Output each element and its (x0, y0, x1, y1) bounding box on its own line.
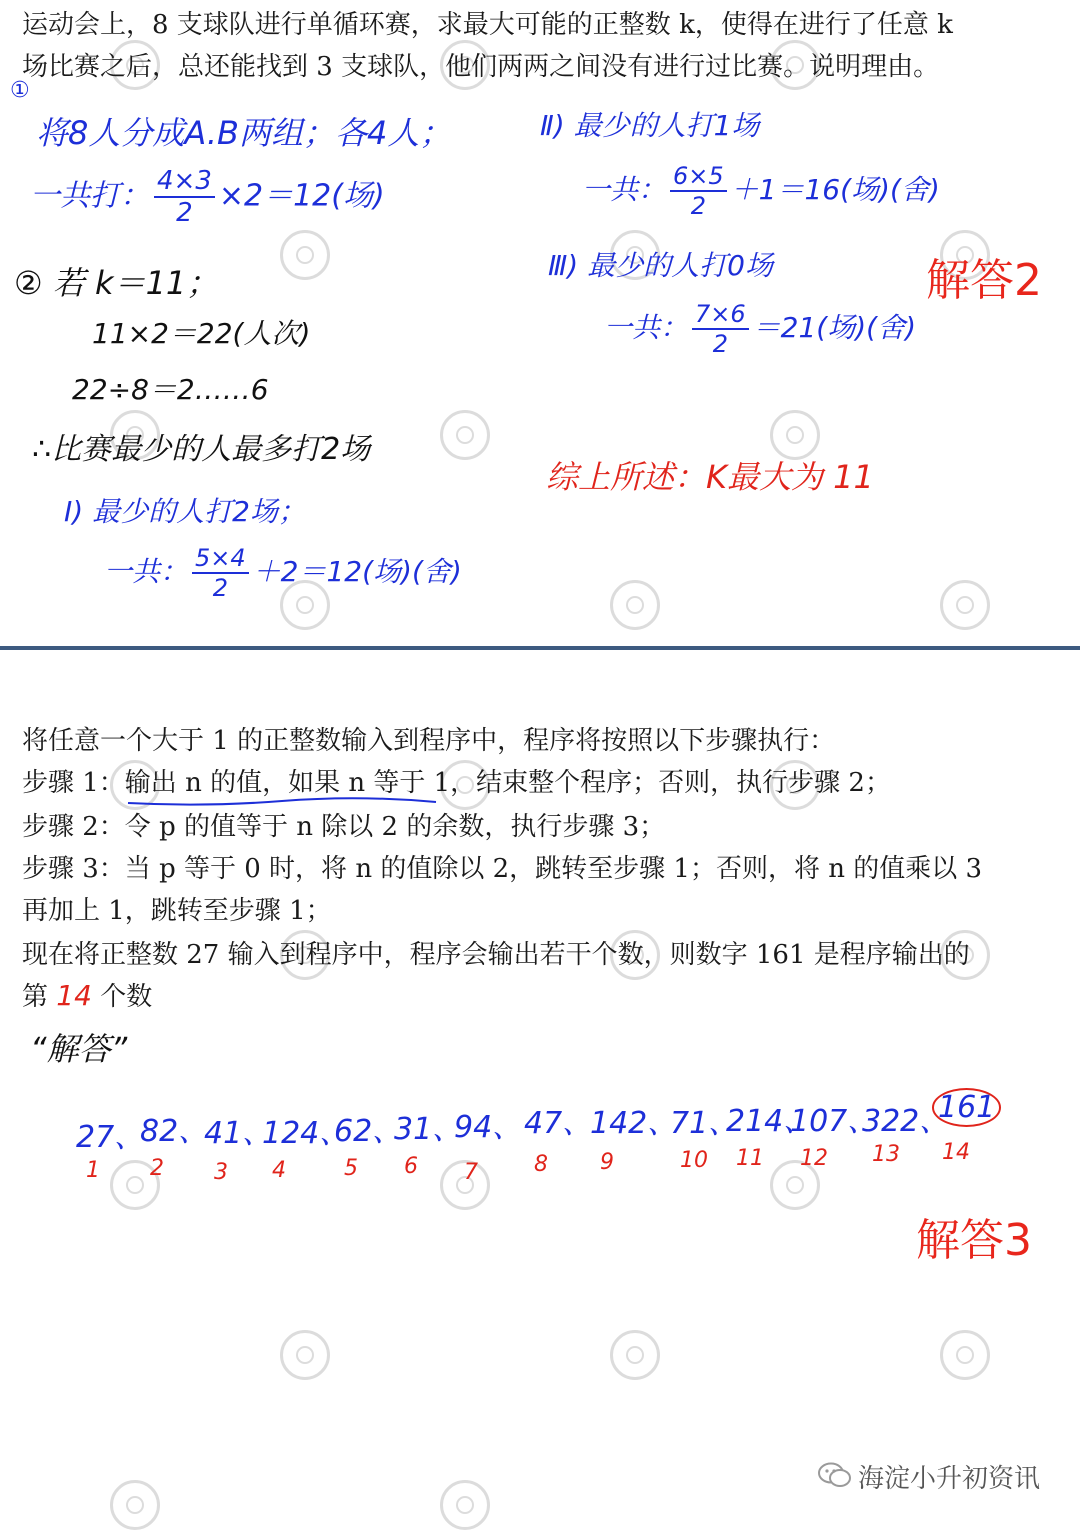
watermark-circle (440, 410, 490, 460)
sequence-number: 94、 (454, 1110, 523, 1145)
sequence-number: 71、 (670, 1106, 739, 1141)
case1-prefix: 一共： (104, 555, 189, 588)
case1-title: Ⅰ) 最少的人打2场； (64, 495, 306, 528)
sequence-number: 107、 (790, 1104, 878, 1139)
sequence-number: 27、 (76, 1120, 145, 1155)
solution3-label: 解答3 (916, 1215, 1032, 1266)
solution3-heading: “解答” (30, 1030, 128, 1068)
case3-fraction (692, 302, 749, 356)
total-suffix: ×2＝12(场) (218, 178, 385, 214)
sequence-index: 11 (736, 1146, 764, 1171)
case3-den: 2 (712, 330, 728, 358)
wechat-icon (818, 1462, 852, 1488)
case2-num: 6×5 (670, 164, 727, 192)
watermark-circle (110, 1480, 160, 1530)
sequence-number: 82、 (140, 1114, 209, 1149)
case2-prefix: 一共： (582, 173, 667, 206)
footer-brand: 海淀小升初资讯 (858, 1464, 1041, 1494)
sequence-index: 3 (214, 1160, 228, 1185)
total-line (30, 168, 385, 226)
watermark-circle (280, 230, 330, 280)
step-marker: ① (10, 78, 30, 103)
group-line: 将8人分成A.B两组；各4人； (36, 114, 452, 152)
watermark-circle (440, 1480, 490, 1530)
case1-suffix: ＋2＝12(场)(舍) (252, 555, 462, 588)
sequence-number: 31、 (394, 1112, 463, 1147)
case3-prefix: 一共： (604, 311, 689, 344)
problem2-line1: 将任意一个大于 1 的正整数输入到程序中，程序将按照以下步骤执行： (22, 726, 836, 756)
case2-fraction (670, 164, 727, 218)
case-marker: ② 若 k＝11； (14, 264, 219, 302)
watermark-circle (940, 1330, 990, 1380)
problem2-line3: 步骤 2：令 p 的值等于 n 除以 2 的余数，执行步骤 3； (22, 812, 666, 842)
total-den: 2 (176, 198, 193, 228)
sequence-number: 47、 (524, 1106, 593, 1141)
problem2-line5: 再加上 1，跳转至步骤 1； (22, 896, 332, 926)
sequence-index: 5 (344, 1156, 358, 1181)
case1-den: 2 (212, 574, 228, 602)
calc2: 22÷8＝2……6 (72, 373, 269, 406)
answer-value: 14 (56, 979, 92, 1012)
sequence-index: 12 (800, 1146, 828, 1171)
case3-title: Ⅲ) 最少的人打0场 (548, 249, 773, 282)
line7-prefix: 第 (22, 982, 49, 1012)
sequence-index: 8 (534, 1152, 548, 1177)
sequence-number: 322、 (862, 1104, 950, 1139)
total-prefix: 一共打： (30, 178, 150, 214)
calc1: 11×2＝22(人次) (92, 317, 311, 350)
sequence-number: 142、 (590, 1106, 678, 1141)
sequence-index: 13 (872, 1142, 900, 1167)
case3-line (604, 302, 916, 356)
sequence-index: 9 (600, 1150, 614, 1175)
case3-suffix: ＝21(场)(舍) (752, 311, 916, 344)
sequence-index: 6 (404, 1154, 418, 1179)
problem2-line4: 步骤 3：当 p 等于 0 时，将 n 的值除以 2，跳转至步骤 1；否则，将 n 的值乘以 3 (22, 854, 983, 884)
case3-num: 7×6 (692, 302, 749, 330)
case1-line (104, 546, 462, 600)
problem2-line2: 步骤 1：输出 n 的值，如果 n 等于 1，结束整个程序；否则，执行步骤 2； (22, 768, 891, 798)
sequence-index: 2 (150, 1156, 164, 1181)
watermark-circle (610, 1330, 660, 1380)
sequence-index: 14 (942, 1140, 970, 1165)
sequence-index: 4 (272, 1158, 286, 1183)
sequence-number: 161 (932, 1088, 1001, 1127)
case2-den: 2 (690, 192, 706, 220)
problem1-line2: 场比赛之后，总还能找到 3 支球队，他们两两之间没有进行过比赛。说明理由。 (22, 52, 940, 82)
total-num: 4×3 (154, 168, 215, 198)
sequence-index: 1 (86, 1158, 100, 1183)
sequence-number: 41、 (204, 1116, 273, 1151)
watermark-circle (610, 580, 660, 630)
final-conclusion: 综上所述：K最大为 11 (546, 458, 874, 496)
conclusion-line: ∴比赛最少的人最多打2场 (32, 432, 371, 467)
sequence-number: 62、 (334, 1114, 403, 1149)
watermark-circle (280, 1330, 330, 1380)
sequence-index: 7 (464, 1160, 478, 1185)
case2-title: Ⅱ) 最少的人打1场 (540, 109, 760, 142)
problem2-line7 (22, 976, 152, 1013)
sequence-index: 10 (680, 1148, 708, 1173)
solution2-label: 解答2 (926, 255, 1042, 306)
total-fraction (154, 168, 215, 226)
case2-suffix: ＋1＝16(场)(舍) (730, 173, 940, 206)
sequence-number: 214、 (726, 1104, 814, 1139)
case1-num: 5×4 (192, 546, 249, 574)
problem2-line6: 现在将正整数 27 输入到程序中，程序会输出若干个数，则数字 161 是程序输出的 (22, 940, 970, 970)
section-divider (0, 646, 1080, 650)
line7-suffix: 个数 (100, 982, 153, 1012)
case1-fraction (192, 546, 249, 600)
sequence-number: 124、 (262, 1116, 350, 1151)
case2-line (582, 164, 940, 218)
watermark-circle (940, 580, 990, 630)
problem1-line1: 运动会上，8 支球队进行单循环赛，求最大可能的正整数 k，使得在进行了任意 k (22, 10, 953, 40)
